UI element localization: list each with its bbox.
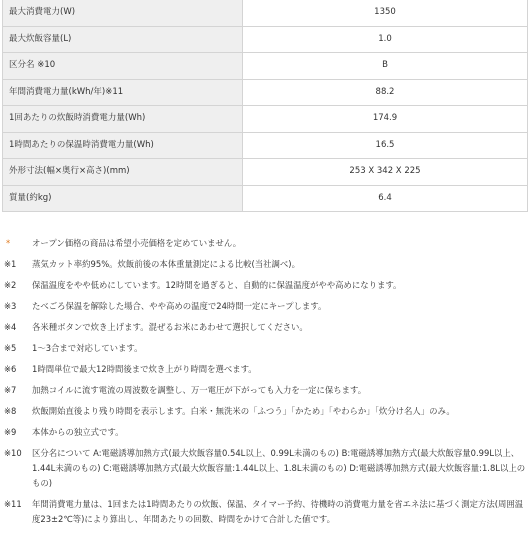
footnote-text: 炊飯開始直後より残り時間を表示します。白米・無洗米の「ふつう」「かため」「やわらか」「炊分け名人」のみ。 (32, 406, 455, 416)
footnotes (4, 236, 528, 527)
footnote (4, 362, 528, 377)
spec-value: 253 X 342 X 225 (243, 159, 528, 186)
spec-value: 1.0 (243, 26, 528, 53)
footnote (4, 497, 528, 527)
spec-row (3, 26, 528, 53)
asterisk-mark: * (6, 238, 11, 248)
footnote-text: 1〜3合まで対応しています。 (32, 343, 143, 353)
footnote-mark: ※5 (4, 343, 17, 353)
spec-value: 1350 (243, 0, 528, 26)
footnote (4, 383, 528, 398)
footnote (4, 257, 528, 272)
footnote (4, 278, 528, 293)
footnote-mark: ※2 (4, 280, 17, 290)
footnote-mark: ※4 (4, 322, 17, 332)
spec-value: 174.9 (243, 106, 528, 133)
spec-label: 最大消費電力(W) (3, 0, 243, 26)
footnote (4, 425, 528, 440)
footnote-mark: ※11 (4, 499, 22, 509)
spec-value: 16.5 (243, 132, 528, 159)
spec-value: 6.4 (243, 185, 528, 212)
footnote-mark: ※7 (4, 385, 17, 395)
footnote (4, 236, 528, 251)
spec-row (3, 106, 528, 133)
spec-label: 年間消費電力量(kWh/年)※11 (3, 79, 243, 106)
spec-row (3, 159, 528, 186)
spec-table (2, 0, 528, 212)
footnote-text: 各米種ボタンで炊き上げます。混ぜるお米にあわせて選択してください。 (32, 322, 308, 332)
footnote-text: 加熱コイルに流す電流の周波数を調整し、万一電圧が下がっても入力を一定に保ちます。 (32, 385, 367, 395)
footnote (4, 299, 528, 314)
footnote-mark: ※9 (4, 427, 17, 437)
footnote-mark: ※3 (4, 301, 17, 311)
footnote-text: 本体からの独立式です。 (32, 427, 124, 437)
spec-label: 外形寸法(幅×奥行×高さ)(mm) (3, 159, 243, 186)
footnote-text: 年間消費電力量は、1回または1時間あたりの炊飯、保温、タイマー予約、待機時の消費電力量を省エネ法に基づく測定方法(周囲温度23±2℃等)により算出し、年間あたりの回数、時間をかけて合計した値です。 (32, 499, 524, 524)
spec-row (3, 132, 528, 159)
spec-row (3, 185, 528, 212)
spec-label: 最大炊飯容量(L) (3, 26, 243, 53)
spec-row (3, 79, 528, 106)
spec-label: 1回あたりの炊飯時消費電力量(Wh) (3, 106, 243, 133)
spec-label: 区分名 ※10 (3, 53, 243, 80)
footnote (4, 341, 528, 356)
spec-label: 質量(約kg) (3, 185, 243, 212)
footnote-text: 蒸気カット率約95%。炊飯前後の本体重量測定による比較(当社調べ)。 (32, 259, 300, 269)
footnote (4, 320, 528, 335)
spec-label: 1時間あたりの保温時消費電力量(Wh) (3, 132, 243, 159)
spec-row (3, 53, 528, 80)
footnote (4, 446, 528, 491)
footnote-mark: ※1 (4, 259, 17, 269)
spec-value: 88.2 (243, 79, 528, 106)
footnote-text: たべごろ保温を解除した場合、やや高めの温度で24時間一定にキープします。 (32, 301, 327, 311)
footnote (4, 404, 528, 419)
footnote-text: オープン価格の商品は希望小売価格を定めていません。 (32, 238, 242, 248)
footnote-text: 1時間単位で最大12時間後まで炊き上がり時間を選べます。 (32, 364, 257, 374)
spec-row (3, 0, 528, 26)
footnote-mark: ※10 (4, 448, 22, 458)
spec-value: B (243, 53, 528, 80)
footnote-text: 保温温度をやや低めにしています。12時間を過ぎると、自動的に保温温度がやや高めになります。 (32, 280, 402, 290)
footnote-text: 区分名について A:電磁誘導加熱方式(最大炊飯容量0.54L以上、0.99L未満のもの) B:電磁誘導加熱方式(最大炊飯容量0.99L以上、1.44L未満のもの) C:電磁誘導加熱方式(最大炊飯容量:1.44L以上、1.8L未満のもの) D:電磁誘導加熱方式(最大炊飯容量:1.8L以上のもの) (32, 448, 526, 488)
footnote-mark: ※8 (4, 406, 17, 416)
footnote-mark: ※6 (4, 364, 17, 374)
